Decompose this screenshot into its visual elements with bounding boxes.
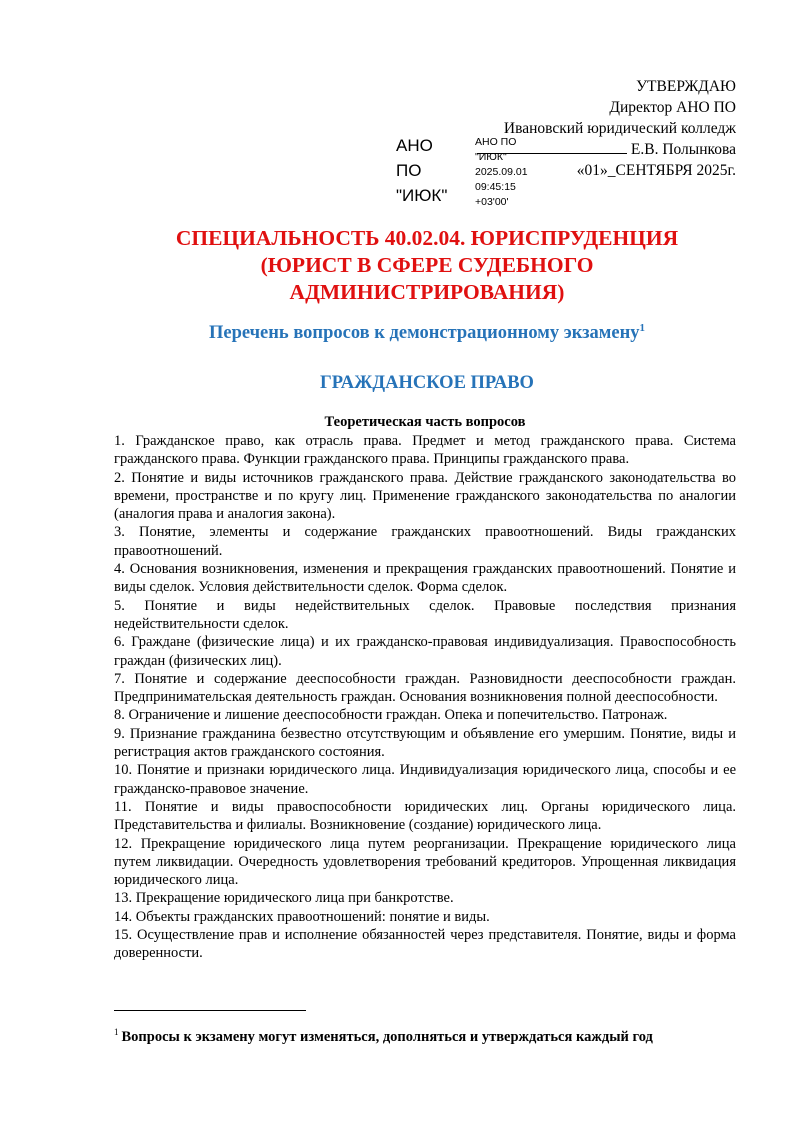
- question-item: 3. Понятие, элементы и содержание гражданских правоотношений. Виды гражданских правоотношений.: [114, 524, 736, 559]
- specialty-title-line: СПЕЦИАЛЬНОСТЬ 40.02.04. ЮРИСПРУДЕНЦИЯ: [175, 226, 679, 250]
- footnote-separator: [114, 1010, 306, 1011]
- stamp-detail: 09:45:15: [475, 181, 516, 193]
- footnote-mark: 1: [114, 1027, 119, 1037]
- stamp-detail: +03'00': [475, 196, 509, 208]
- approval-org: Ивановский юридический колледж: [503, 120, 736, 137]
- approval-block: [406, 76, 736, 181]
- digital-signature-details: [475, 135, 528, 210]
- question-list: [114, 432, 736, 963]
- specialty-title-line: АДМИНИСТРИРОВАНИЯ): [289, 280, 565, 304]
- question-item: 15. Осуществление прав и исполнение обязанностей через представителя. Понятие, виды и форма доверенности.: [114, 927, 736, 962]
- digital-signature-stamp: [396, 133, 447, 208]
- question-item: 12. Прекращение юридического лица путем реорганизации. Прекращение юридического лица путем ликвидации. Очередность удовлетворения требований кредиторов. Упрощенная ликвидация юридического лица.: [114, 835, 736, 889]
- question-item: 2. Понятие и виды источников гражданского права. Действие гражданского законодательства во времени, пространстве и по кругу лиц. Применение гражданского законодательства по аналогии (аналогия права и аналогия закона).: [114, 469, 736, 523]
- question-item: 1. Гражданское право, как отрасль права. Предмет и метод гражданского права. Система гражданского права. Функции гражданского права. Принципы гражданского права.: [114, 433, 736, 468]
- question-item: 4. Основания возникновения, изменения и прекращения гражданских правоотношений. Понятие и виды сделок. Условия действительности сделок. Форма сделок.: [114, 561, 736, 596]
- footnote-reference[interactable]: 1: [639, 322, 646, 334]
- section-heading: ГРАЖДАНСКОЕ ПРАВО: [320, 373, 534, 393]
- question-item: 10. Понятие и признаки юридического лица. Индивидуализация юридического лица, способы и ее гражданско-правовое значение.: [114, 762, 736, 797]
- question-item: 6. Граждане (физические лица) и их гражданско-правовая индивидуализация. Правоспособность граждан (физических лиц).: [114, 634, 736, 669]
- question-item: 8. Ограничение и лишение дееспособности граждан. Опека и попечительство. Патронаж.: [114, 707, 668, 724]
- question-item: 13. Прекращение юридического лица при банкротстве.: [114, 890, 454, 907]
- approval-title: УТВЕРЖДАЮ: [636, 78, 736, 95]
- question-item: 7. Понятие и содержание дееспособности граждан. Разновидности дееспособности граждан. Предпринимательская деятельность граждан. Основания возникновения полной дееспособности.: [114, 670, 736, 706]
- approval-name: Е.В. Полынкова: [630, 141, 736, 158]
- document-subtitle: [60, 322, 794, 344]
- stamp-detail: АНО ПО: [475, 136, 517, 148]
- question-item: 14. Объекты гражданских правоотношений: понятие и виды.: [114, 908, 490, 925]
- question-item: 9. Признание гражданина безвестно отсутствующим и объявление его умершим. Понятие, виды и регистрация актов гражданского состояния.: [114, 725, 736, 761]
- question-item: 11. Понятие и виды правоспособности юридических лиц. Органы юридического лица. Представительства и филиалы. Возникновение (создание) юридического лица.: [114, 798, 736, 834]
- approval-signature-line: [406, 139, 736, 160]
- stamp-line: АНО: [396, 136, 433, 155]
- theory-heading: Теоретическая часть вопросов: [324, 414, 526, 430]
- stamp-line: ПО: [396, 161, 422, 180]
- approval-date: «01»_СЕНТЯБРЯ 2025г.: [576, 162, 736, 179]
- footnote-text: Вопросы к экзамену могут изменяться, дополняться и утверждаться каждый год: [121, 1028, 653, 1045]
- subtitle-text: Перечень вопросов к демонстрационному экзамену: [208, 323, 640, 344]
- footnote: [114, 1027, 653, 1046]
- stamp-line: "ИЮК": [396, 186, 448, 205]
- specialty-title-line: (ЮРИСТ В СФЕРЕ СУДЕБНОГО: [260, 253, 594, 277]
- approval-position: Директор АНО ПО: [609, 99, 736, 116]
- stamp-detail: "ИЮК": [475, 151, 507, 163]
- stamp-detail: 2025.09.01: [475, 166, 528, 178]
- question-item: 5. Понятие и виды недействительных сделок. Правовые последствия признания недействительности сделок.: [114, 597, 736, 632]
